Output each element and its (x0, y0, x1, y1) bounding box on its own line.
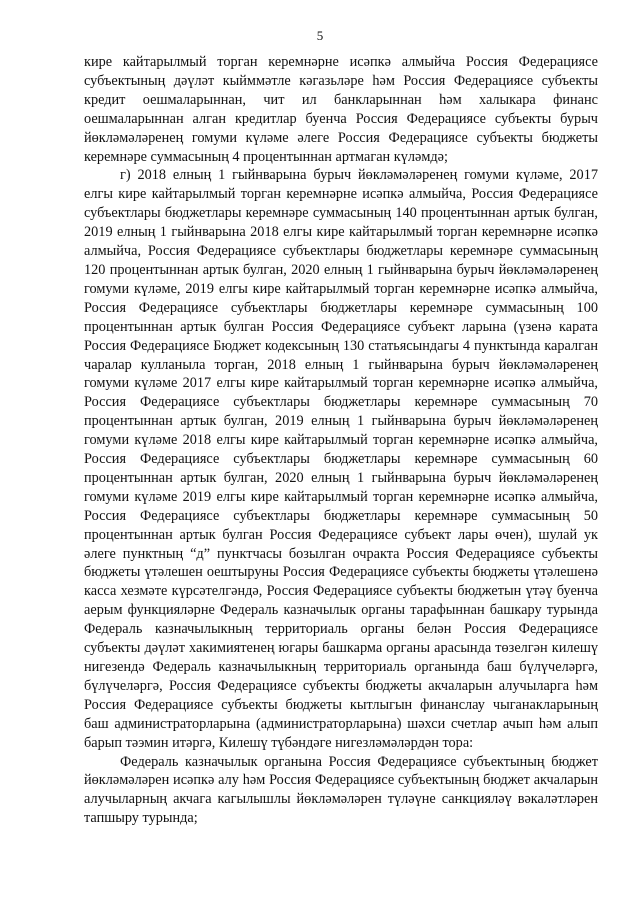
paragraph-provision: Федераль казначылык органына Россия Федерациясе субъектының бюджет йөкләмәләрен исәпкә алу һәм Россия Федерациясе субъектының бюджет акчаларын алучыларның акчага кагылышлы йөкләмәләрен түләүне санкцияләү вәкаләтләрен тапшыру турында; (84, 753, 598, 827)
paragraph-continuation: кире кайтарылмый торган керемнәрне исәпкә алмыйча Россия Федерациясе субъектының дәүләт кыйммәтле кәгазьләре һәм Россия Федерациясе субъекты кредит оешмаларыннан, чит ил банкларыннан һәм халыкара финанс оешмаларыннан алган кредитлар буенча Россия Федерациясе субъекты бурыч йөкләмәләренең гомуми күләме әлеге Россия Федерациясе субъекты бюджеты керемнәре суммасының 4 процентыннан артмаган күләмдә; (84, 54, 598, 165)
page-number: 5 (316, 28, 324, 43)
document-body (84, 53, 598, 828)
paragraph-item-g: г) 2018 елның 1 гыйнварына бурыч йөкләмәләренең гомуми күләме, 2017 елгы кире кайтарылмый торган керемнәрне исәпкә алмыйча, Россия Федерациясе субъектлары бюджетлары керемнәре суммасының 140 процентыннан артык булган, 2019 елның 1 гыйнварына 2018 елгы кире кайтарылмый торган керемнәрне исәпкә алмыйча, Россия Федерациясе субъектлары бюджетлары керемнәре суммасының 120 процентыннан артык булган, 2020 елның 1 гыйнварына бурыч йөкләмәләренең гомуми күләме, 2019 елгы кире кайтарылмый торган керемнәрне исәпкә алмыйча, Россия Федерациясе субъектлары бюджетлары керемнәре суммасының 100 процентыннан артык булган Россия Федерациясе субъект ларына (үзенә карата Россия Федерациясе Бюджет кодексының 130 статьясындагы 4 пунктында каралган чаралар кулланыла торган, 2018 елның 1 гыйнварына бурыч йөкләмәләренең гомуми күләме 2017 елгы кире кайтарылмый торган керемнәрне исәпкә алмыйча, Россия Федерациясе субъектлары бюджетлары керемнәре суммасының 70 процентыннан артык булган, 2019 елның 1 гыйнварына бурыч йөкләмәләренең гомуми күләме 2018 елгы кире кайтарылмый торган керемнәрне исәпкә алмыйча, Россия Федерациясе субъектлары бюджетлары керемнәре суммасының 60 процентыннан артык булган, 2020 елның 1 гыйнварына бурыч йөкләмәләренең гомуми күләме 2019 елгы кире кайтарылмый торган керемнәрне исәпкә алмыйча, Россия Федерациясе субъектлары бюджетлары керемнәре суммасының 50 процентыннан артык булган Россия Федерациясе субъект лары өчен), шулай ук әлеге пунктның “д” пунктчасы бозылган очракта Россия Федерациясе субъекты бюджеты үтәлешен оештыруны Россия Федерациясе субъекты бюджеты үтәлешенә касса хезмәте күрсәтелгәндә, Россия Федерациясе субъекты бюджетын үтәү буенча аерым функцияләрне Федераль казначылык органы тарафыннан башкару турында Федераль казначылыкның территориаль органы белән Россия Федерациясе субъекты дәүләт хакимиятенең югары башкарма органы арасында төзелгән килешү нигезендә Федераль казначылыкның территориаль органында баш бүлүчеләргә, бүлүчеләргә, Россия Федерациясе субъекты бюджеты акчаларын алучыларга һәм Россия Федерациясе субъекты бюджеты кытлыгын финанслау чыганакларының баш администраторларына (администраторларына) шәхси счетлар ачып һәм алып барып тәэмин итәргә, Килешү түбәндәге нигезләмәләрдән тора: (84, 167, 598, 751)
